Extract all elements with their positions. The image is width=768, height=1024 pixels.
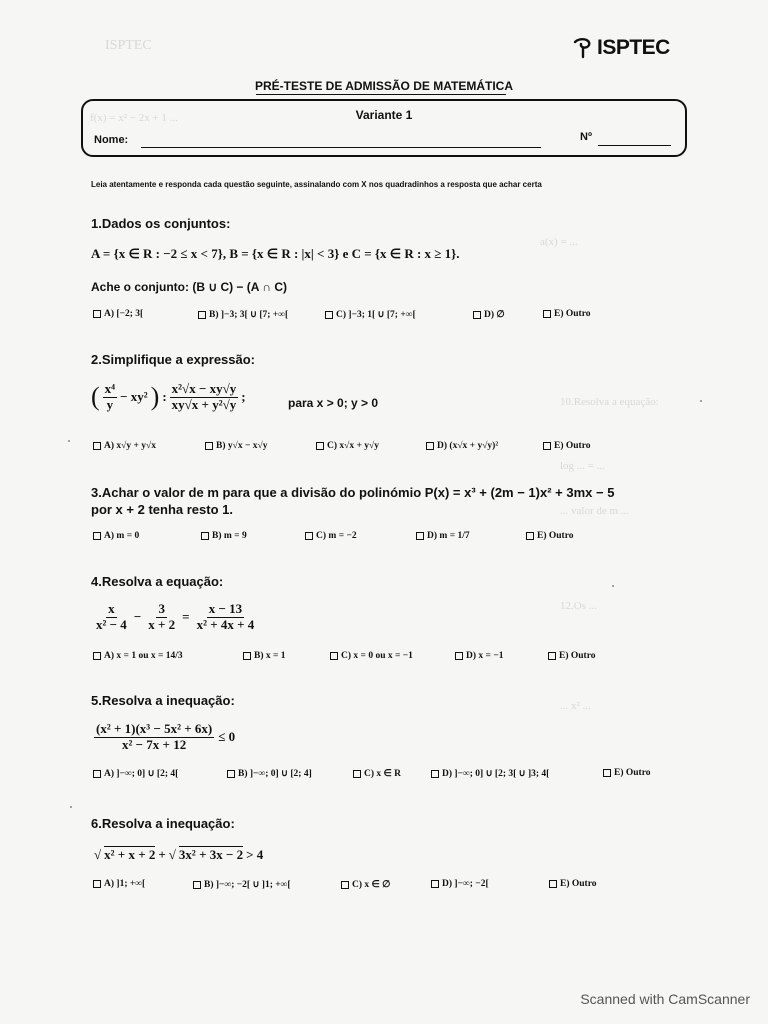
question-4-title: 4.Resolva a equação: — [91, 574, 224, 589]
option-b[interactable]: B) ]−∞; −2[ ∪ ]1; +∞[ — [193, 879, 291, 890]
name-label: Nome: — [94, 134, 129, 146]
question-1-prompt: Ache o conjunto: (B ∪ C) − (A ∩ C) — [91, 280, 287, 294]
option-a[interactable]: A) x = 1 ou x = 14/3 — [93, 651, 183, 661]
option-e[interactable]: E) Outro — [526, 531, 574, 541]
checkbox[interactable] — [243, 652, 251, 660]
checkbox[interactable] — [416, 532, 424, 540]
checkbox[interactable] — [93, 310, 101, 318]
question-2-condition: para x > 0; y > 0 — [288, 396, 379, 410]
checkbox[interactable] — [93, 532, 101, 540]
option-c[interactable]: C) ]−3; 1[ ∪ [7; +∞[ — [325, 309, 416, 320]
option-d[interactable]: D) ∅ — [473, 309, 505, 320]
checkbox[interactable] — [198, 311, 206, 319]
checkbox[interactable] — [193, 881, 201, 889]
question-3-options — [93, 531, 713, 545]
name-field[interactable] — [141, 147, 541, 148]
option-d[interactable]: D) m = 1/7 — [416, 531, 470, 541]
option-d[interactable]: D) x = −1 — [455, 651, 503, 661]
isptec-logo — [571, 36, 670, 60]
option-b[interactable]: B) m = 9 — [201, 531, 247, 541]
number-field[interactable] — [598, 145, 671, 146]
question-6-title: 6.Resolva a inequação: — [91, 816, 235, 831]
checkbox[interactable] — [426, 442, 434, 450]
checkbox[interactable] — [549, 880, 557, 888]
option-e[interactable]: E) Outro — [543, 309, 591, 319]
checkbox[interactable] — [431, 880, 439, 888]
option-e[interactable]: E) Outro — [548, 651, 596, 661]
question-5-options — [93, 768, 713, 782]
instructions: Leia atentamente e responda cada questão seguinte, assinalando com X nos quadradinhos a resposta que achar certa — [91, 180, 542, 189]
checkbox[interactable] — [330, 652, 338, 660]
bleed-through: ... x² ... — [560, 700, 591, 712]
option-a[interactable]: A) ]1; +∞[ — [93, 879, 145, 889]
page-title: PRÉ-TESTE DE ADMISSÃO DE MATEMÁTICA — [254, 79, 513, 93]
option-a[interactable]: A) m = 0 — [93, 531, 139, 541]
checkbox[interactable] — [93, 442, 101, 450]
question-6-inequation: √ x² + x + 2 + √ 3x² + 3x − 2 > 4 — [94, 846, 264, 862]
question-5-title: 5.Resolva a inequação: — [91, 693, 235, 708]
option-c[interactable]: C) x = 0 ou x = −1 — [330, 651, 413, 661]
option-c[interactable]: C) x ∈ ∅ — [341, 879, 390, 890]
checkbox[interactable] — [325, 311, 333, 319]
checkbox[interactable] — [543, 442, 551, 450]
question-3-title: 3.Achar o valor de m para que a divisão do polinómio P(x) = x³ + (2m − 1)x² + 3mx − 5 — [91, 485, 615, 500]
checkbox[interactable] — [526, 532, 534, 540]
bleed-through: ISPTEC — [105, 38, 152, 53]
option-b[interactable]: B) ]−3; 3[ ∪ [7; +∞[ — [198, 309, 288, 320]
option-c[interactable]: C) m = −2 — [305, 531, 357, 541]
option-d[interactable]: D) ]−∞; 0] ∪ [2; 3[ ∪ ]3; 4[ — [431, 768, 549, 779]
checkbox[interactable] — [431, 770, 439, 778]
checkbox[interactable] — [93, 880, 101, 888]
option-b[interactable]: B) y√x − x√y — [205, 441, 267, 451]
bleed-through: ... valor de m ... — [560, 505, 630, 517]
option-b[interactable]: B) x = 1 — [243, 651, 286, 661]
title-underline — [256, 94, 506, 95]
logo-text: ISPTEC — [597, 36, 670, 59]
question-4-equation: $\frac{x}{\text{x² − 4}}$ − $\frac{3}{x + 2}$ = $\frac{x - 13}{\text{x² + 4x + 4}}$ — [96, 601, 255, 632]
isptec-swirl-icon — [571, 36, 595, 60]
checkbox[interactable] — [205, 442, 213, 450]
option-a[interactable]: A) ]−∞; 0] ∪ [2; 4[ — [93, 768, 178, 779]
number-label: Nº — [580, 131, 592, 143]
option-a[interactable]: A) [−2; 3[ — [93, 309, 143, 319]
question-1-title: 1.Dados os conjuntos: — [91, 216, 231, 231]
option-b[interactable]: B) ]−∞; 0] ∪ [2; 4] — [227, 768, 312, 779]
student-info-box — [81, 99, 687, 157]
option-d[interactable]: D) ]−∞; −2[ — [431, 879, 489, 889]
checkbox[interactable] — [473, 311, 481, 319]
option-e[interactable]: E) Outro — [543, 441, 591, 451]
checkbox[interactable] — [305, 532, 313, 540]
question-2-expression: ( $\frac{\text{x⁴}}{y}$ − xy² ) : $\frac{\text{x²√x − xy√y}}{\text{xy√x + y²√y}}$ ; — [91, 381, 246, 412]
checkbox[interactable] — [93, 770, 101, 778]
checkbox[interactable] — [316, 442, 324, 450]
checkbox[interactable] — [341, 881, 349, 889]
option-d[interactable]: D) (x√x + y√y)² — [426, 441, 498, 451]
option-c[interactable]: C) x ∈ R — [353, 768, 401, 779]
bleed-through: f(x) = x² − 2x + 1 ... — [90, 112, 178, 124]
question-2-title: 2.Simplifique a expressão: — [91, 352, 256, 367]
bleed-through: 12.Os ... — [560, 600, 597, 612]
question-1-statement: A = {x ∈ R : −2 ≤ x < 7}, B = {x ∈ R : |x| < 3} e C = {x ∈ R : x ≥ 1}. — [91, 246, 460, 261]
question-4-options — [93, 651, 713, 665]
bleed-through: a(x) = ... — [540, 236, 578, 248]
scan-speck — [68, 440, 70, 442]
checkbox[interactable] — [543, 310, 551, 318]
question-5-inequation: $\frac{\text{(x² + 1)(x³ − 5x² + 6x)}}{\text{x² − 7x + 12}}$ ≤ 0 — [96, 721, 236, 752]
scan-speck — [70, 806, 72, 808]
checkbox[interactable] — [227, 770, 235, 778]
checkbox[interactable] — [603, 769, 611, 777]
question-6-options — [93, 879, 713, 893]
question-1-options — [93, 309, 713, 323]
scanner-watermark: Scanned with CamScanner — [580, 991, 750, 1007]
checkbox[interactable] — [548, 652, 556, 660]
bleed-through: 10.Resolva a equação: — [560, 396, 659, 408]
checkbox[interactable] — [455, 652, 463, 660]
option-e[interactable]: E) Outro — [603, 768, 651, 778]
variant-label: Variante 1 — [355, 108, 413, 122]
option-a[interactable]: A) x√y + y√x — [93, 441, 156, 451]
bleed-through: log ... = ... — [560, 460, 606, 472]
scan-speck — [700, 400, 702, 402]
scan-speck — [612, 585, 614, 587]
checkbox[interactable] — [201, 532, 209, 540]
option-e[interactable]: E) Outro — [549, 879, 597, 889]
question-2-options — [93, 441, 713, 455]
checkbox[interactable] — [93, 652, 101, 660]
checkbox[interactable] — [353, 770, 361, 778]
question-3-title-line2: por x + 2 tenha resto 1. — [91, 502, 233, 517]
option-c[interactable]: C) x√x + y√y — [316, 441, 379, 451]
